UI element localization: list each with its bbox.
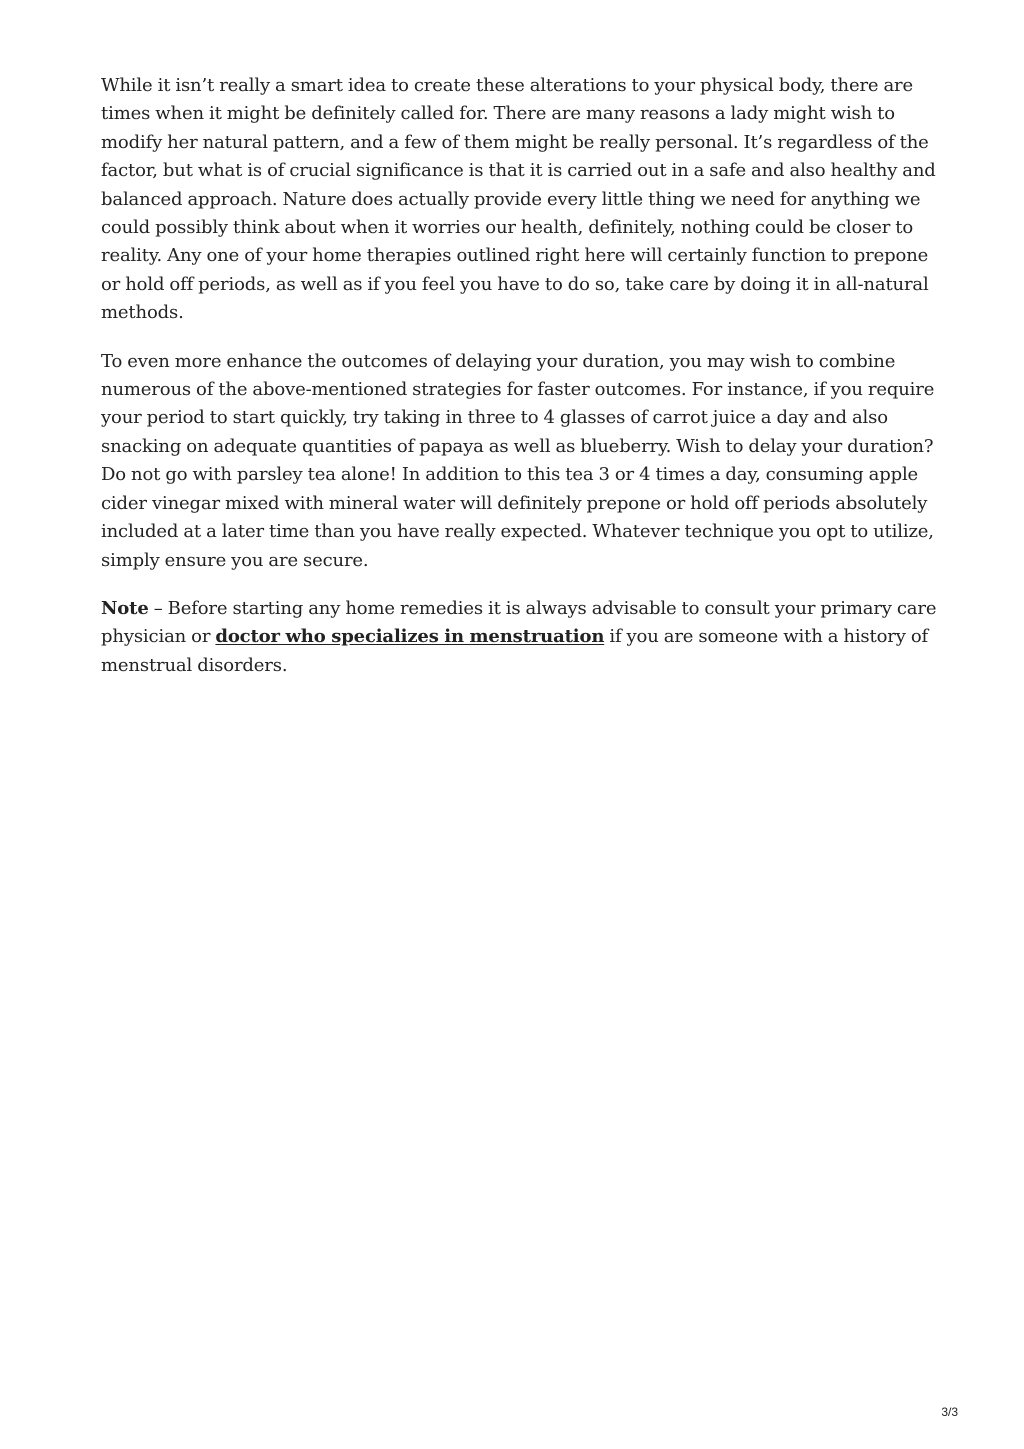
page-number: 3/3 [941, 1405, 958, 1419]
doctor-link[interactable]: doctor who specializes in menstruation [215, 626, 605, 648]
document-page [101, 72, 941, 700]
body-paragraph-1: While it isn’t really a smart idea to create these alterations to your physical body, there are times when it might be definitely called for. There are many reasons a lady might wish to modify her natural pattern, and a few of them might be really personal. It’s regardless of the factor, but what is of crucial significance is that it is carried out in a safe and also healthy and balanced approach. Nature does actually provide every little thing we need for anything we could possibly think about when it worries our health, definitely, nothing could be closer to reality. Any one of your home therapies outlined right here will certainly function to prepone or hold off periods, as well as if you feel you have to do so, take care by doing it in all-natural methods. [101, 75, 936, 324]
body-paragraph-2: To even more enhance the outcomes of delaying your duration, you may wish to combine numerous of the above-mentioned strategies for faster outcomes. For instance, if you require your period to start quickly, try taking in three to 4 glasses of carrot juice a day and also snacking on adequate quantities of papaya as well as blueberry. Wish to delay your duration? Do not go with parsley tea alone! In addition to this tea 3 or 4 times a day, consuming apple cider vinegar mixed with mineral water will definitely prepone or hold off periods absolutely included at a later time than you have really expected. Whatever technique you opt to utilize, simply ensure you are secure. [101, 350, 935, 571]
note-text-after: if you are someone with a history of menstrual disorders. [101, 626, 929, 676]
note-paragraph [101, 595, 941, 680]
note-text-before: – Before starting any home remedies it is always advisable to consult your primary care physician or [101, 597, 937, 648]
note-label: Note [101, 597, 149, 619]
